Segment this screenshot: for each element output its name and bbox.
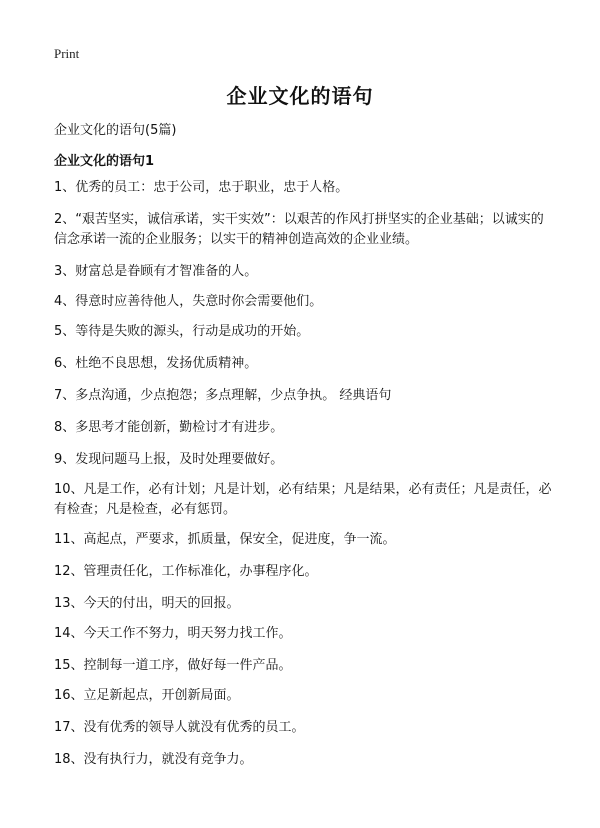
section-heading: 企业文化的语句1 — [54, 154, 155, 169]
list-item: 6、杜绝不良思想，发扬优质精神。 — [54, 356, 258, 371]
list-item: 18、没有执行力，就没有竞争力。 — [54, 752, 253, 767]
page-title: 企业文化的语句 — [226, 84, 374, 108]
list-item: 11、高起点，严要求，抓质量，保安全，促进度，争一流。 — [54, 532, 396, 547]
list-item: 17、没有优秀的领导人就没有优秀的员工。 — [54, 720, 305, 735]
list-item: 2、“艰苦坚实，诚信承诺，实干实效”：以艰苦的作风打拼坚实的企业基础；以诚实的信念承诺一流的企业服务；以实干的精神创造高效的企业业绩。 — [54, 212, 544, 247]
list-item: 8、多思考才能创新，勤检讨才有进步。 — [54, 420, 284, 435]
list-item: 16、立足新起点，开创新局面。 — [54, 688, 240, 703]
list-item: 14、今天工作不努力，明天努力找工作。 — [54, 626, 292, 641]
list-item: 12、管理责任化，工作标准化，办事程序化。 — [54, 564, 318, 579]
list-item: 10、凡是工作，必有计划；凡是计划，必有结果；凡是结果，必有责任；凡是责任，必有检查；凡是检查，必有惩罚。 — [54, 482, 552, 517]
list-item: 5、等待是失败的源头，行动是成功的开始。 — [54, 324, 310, 339]
list-item: 1、优秀的员工：忠于公司，忠于职业，忠于人格。 — [54, 180, 349, 195]
list-item: 4、得意时应善待他人，失意时你会需要他们。 — [54, 294, 323, 309]
print-link[interactable]: Print — [54, 46, 80, 61]
list-item: 9、发现问题马上报，及时处理要做好。 — [54, 452, 284, 467]
document-subtitle: 企业文化的语句(5篇) — [54, 123, 177, 138]
list-item: 15、控制每一道工序，做好每一件产品。 — [54, 658, 292, 673]
list-item: 3、财富总是眷顾有才智准备的人。 — [54, 264, 258, 279]
list-item: 13、今天的付出，明天的回报。 — [54, 596, 240, 611]
list-item: 7、多点沟通，少点抱怨；多点理解，少点争执。 经典语句 — [54, 388, 392, 403]
